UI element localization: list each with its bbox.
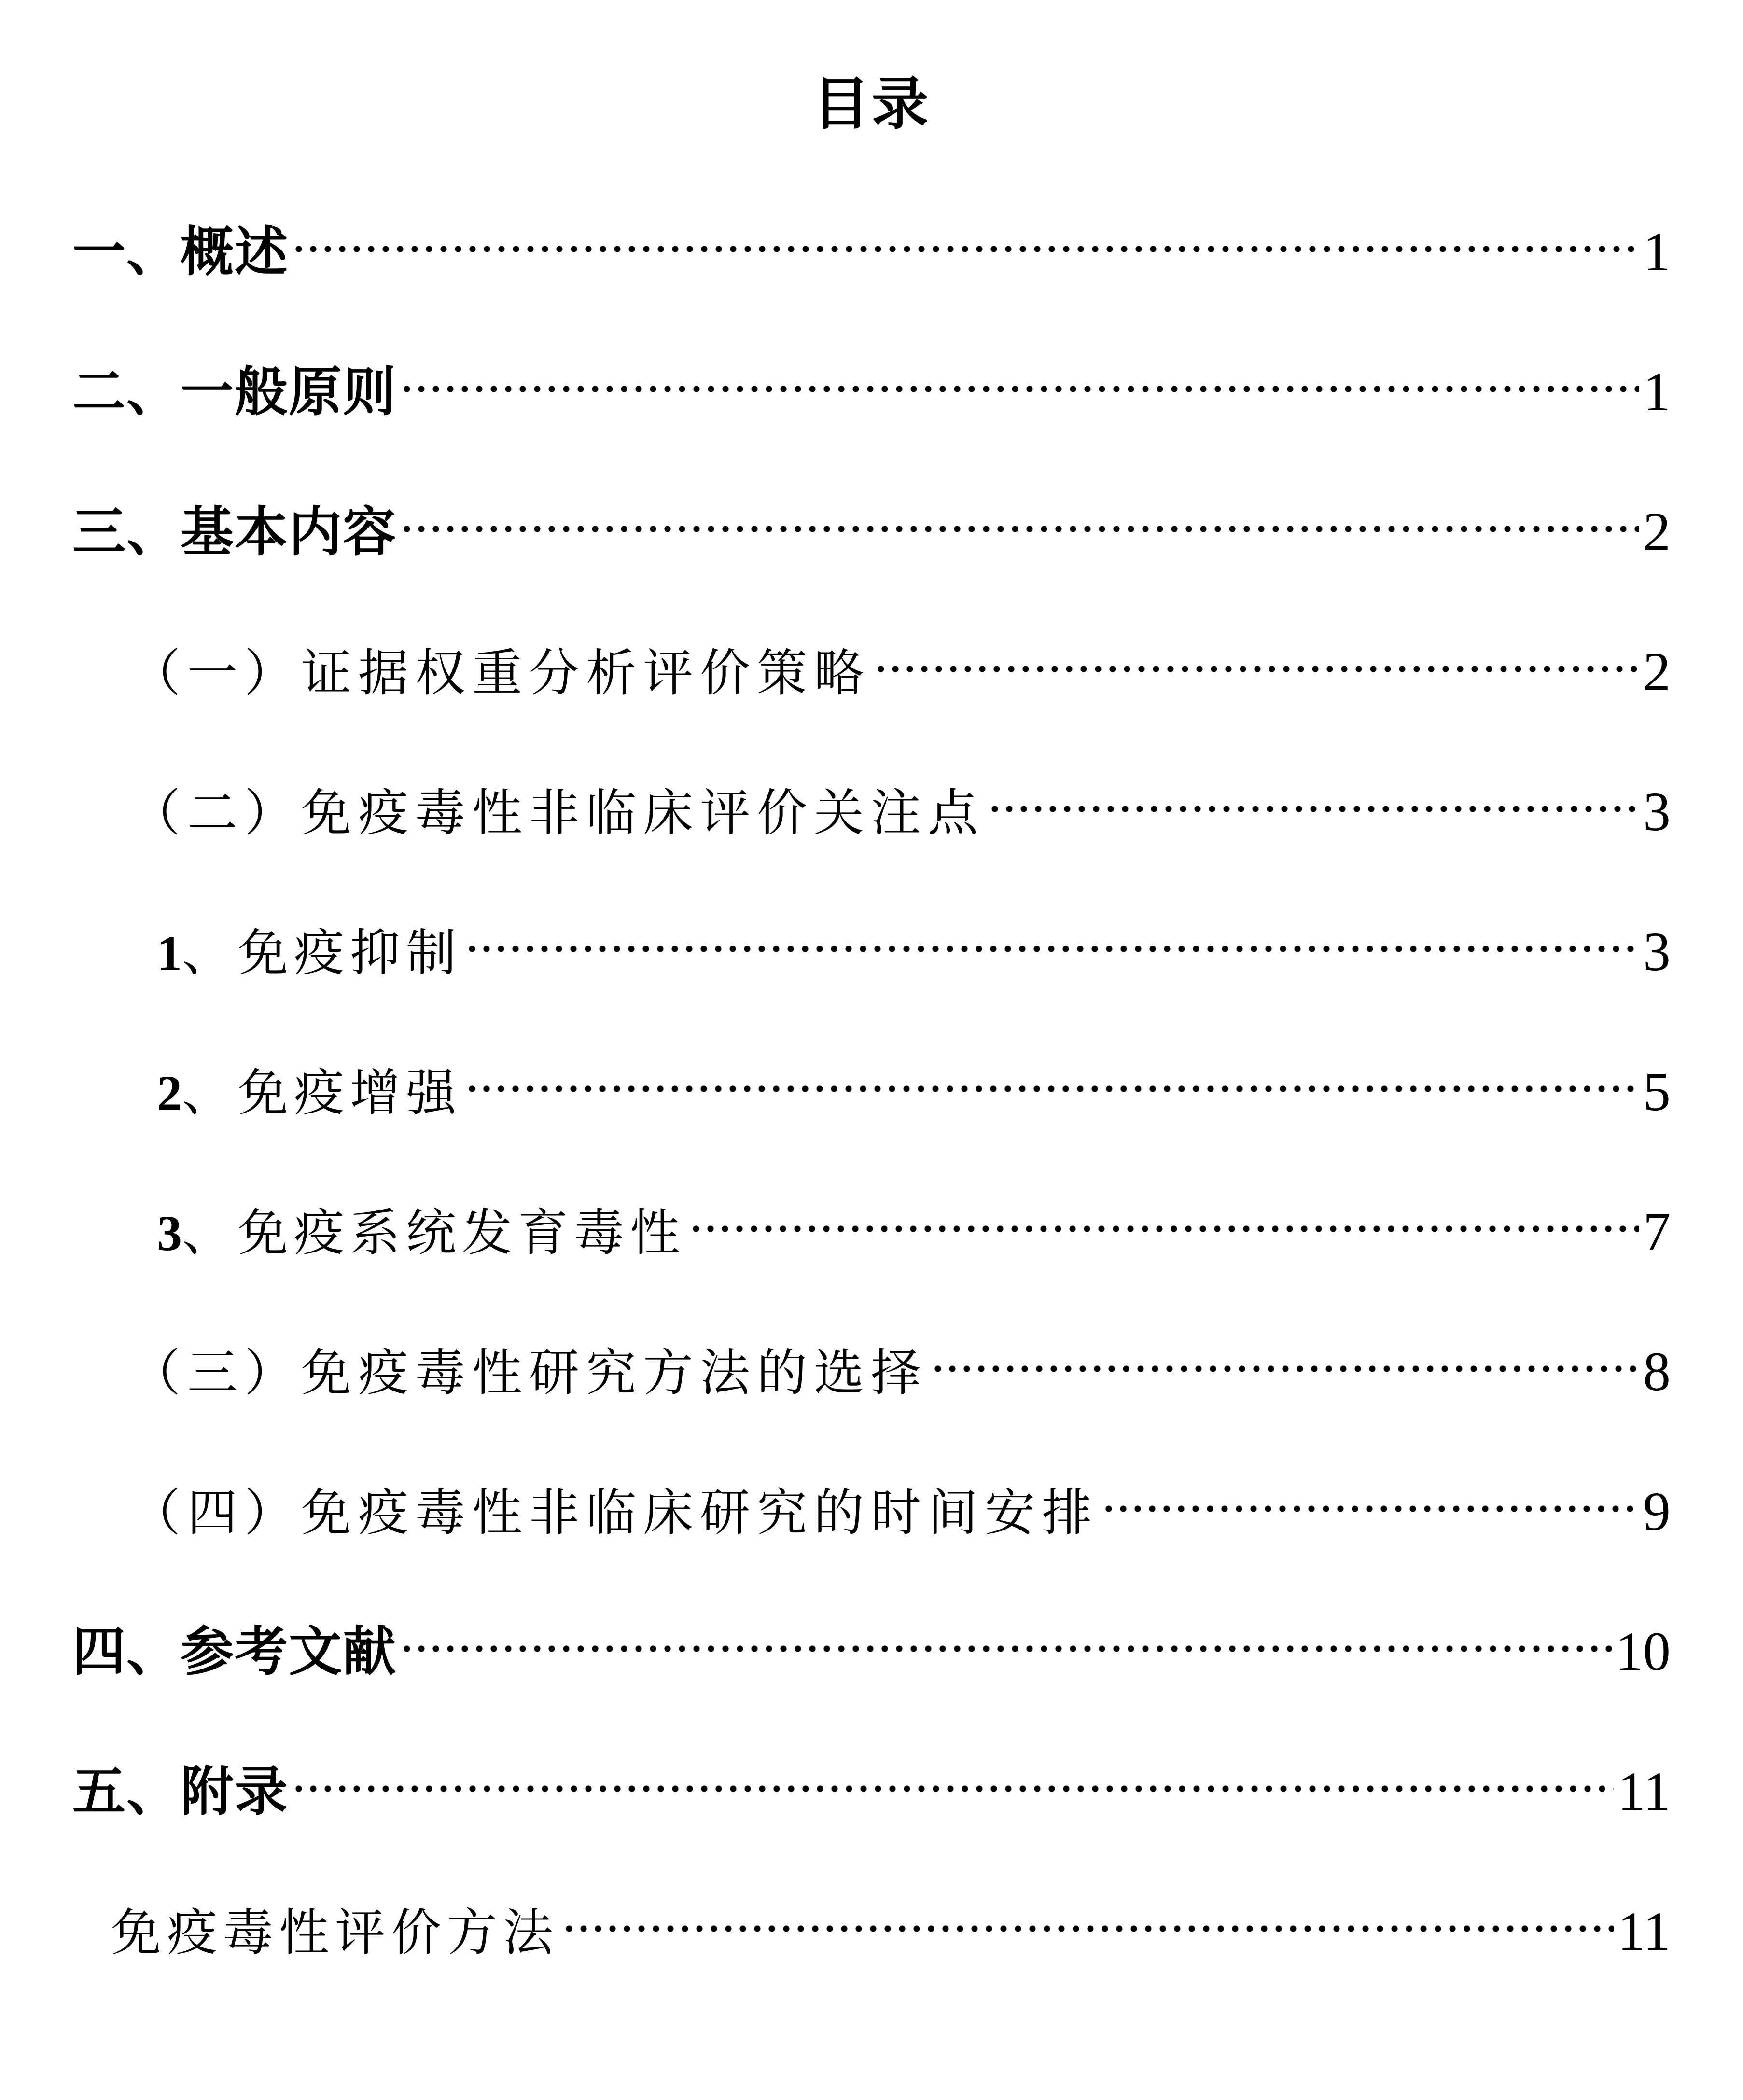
toc-entry-immunosuppression[interactable]	[157, 898, 1671, 982]
toc-entry-text: 、免疫系统发育毒性	[182, 1203, 686, 1262]
toc-entry-number: 3	[157, 1206, 182, 1261]
toc-entry-page-number: 11	[1618, 1761, 1671, 1822]
toc-entry-method-selection[interactable]	[130, 1318, 1671, 1402]
dot-leader	[462, 898, 1643, 970]
toc-entry-basic-content[interactable]	[72, 478, 1671, 563]
toc-entry-label: （四）免疫毒性非临床研究的时间安排	[130, 1483, 1099, 1542]
dot-leader	[397, 1598, 1616, 1670]
dot-leader	[686, 1178, 1643, 1250]
toc-entry-study-timing[interactable]	[130, 1458, 1671, 1542]
toc-entry-page-number: 2	[1643, 501, 1671, 562]
toc-entry-page-number: 8	[1643, 1341, 1671, 1402]
toc-entry-label: 五、附录	[72, 1761, 289, 1822]
toc-entry-page-number: 9	[1643, 1481, 1671, 1542]
toc-entry-page-number: 7	[1643, 1201, 1671, 1262]
toc-entry-label: （三）免疫毒性研究方法的选择	[130, 1343, 928, 1402]
toc-entry-label: 四、参考文献	[72, 1621, 397, 1683]
toc-entry-text: 、免疫抑制	[182, 923, 462, 982]
dot-leader	[289, 1738, 1618, 1810]
toc-entry-immunoenhancement[interactable]	[157, 1038, 1671, 1122]
toc-entry-label: 一、概述	[72, 221, 289, 283]
toc-entry-label: 三、基本内容	[72, 501, 397, 563]
dot-leader	[559, 1877, 1618, 1950]
dot-leader	[397, 478, 1643, 550]
toc-entry-label	[157, 1057, 462, 1130]
toc-entry-general-principles[interactable]	[72, 338, 1671, 423]
toc-entry-references[interactable]	[72, 1598, 1671, 1683]
toc-entry-label	[157, 1196, 686, 1270]
toc-entry-page-number: 3	[1643, 781, 1671, 842]
dot-leader	[928, 1318, 1643, 1390]
toc-entry-page-number: 3	[1643, 921, 1671, 982]
toc-entry-page-number: 5	[1643, 1061, 1671, 1122]
toc-entry-weight-of-evidence[interactable]	[130, 618, 1671, 702]
toc-entry-overview[interactable]	[72, 198, 1671, 283]
toc-entry-immunotoxicity-concerns[interactable]	[130, 758, 1671, 842]
toc-entry-text: 、免疫增强	[182, 1063, 462, 1122]
toc-entry-page-number: 11	[1618, 1901, 1671, 1962]
toc-entry-page-number: 1	[1643, 221, 1671, 282]
toc-title: 目录	[812, 70, 931, 137]
toc-entry-label	[157, 917, 462, 990]
dot-leader	[985, 758, 1643, 830]
dot-leader	[871, 618, 1643, 690]
toc-entry-label: （二）免疫毒性非临床评价关注点	[130, 783, 985, 842]
toc-entry-appendix[interactable]	[72, 1738, 1671, 1822]
toc-entry-page-number: 10	[1616, 1621, 1671, 1682]
toc-entry-number: 2	[157, 1066, 182, 1121]
toc-entry-number: 1	[157, 926, 182, 981]
toc-entry-page-number: 1	[1643, 361, 1671, 422]
dot-leader	[397, 338, 1643, 410]
toc-entry-label: 二、一般原则	[72, 361, 397, 423]
toc-entry-label: 免疫毒性评价方法	[111, 1903, 559, 1962]
dot-leader	[1099, 1458, 1643, 1530]
toc-entry-evaluation-methods[interactable]	[111, 1877, 1671, 1962]
dot-leader	[462, 1038, 1643, 1110]
toc-entry-developmental-immunotoxicity[interactable]	[157, 1178, 1671, 1262]
toc-entry-label: （一）证据权重分析评价策略	[130, 643, 871, 702]
toc-entry-page-number: 2	[1643, 641, 1671, 702]
dot-leader	[289, 198, 1643, 270]
